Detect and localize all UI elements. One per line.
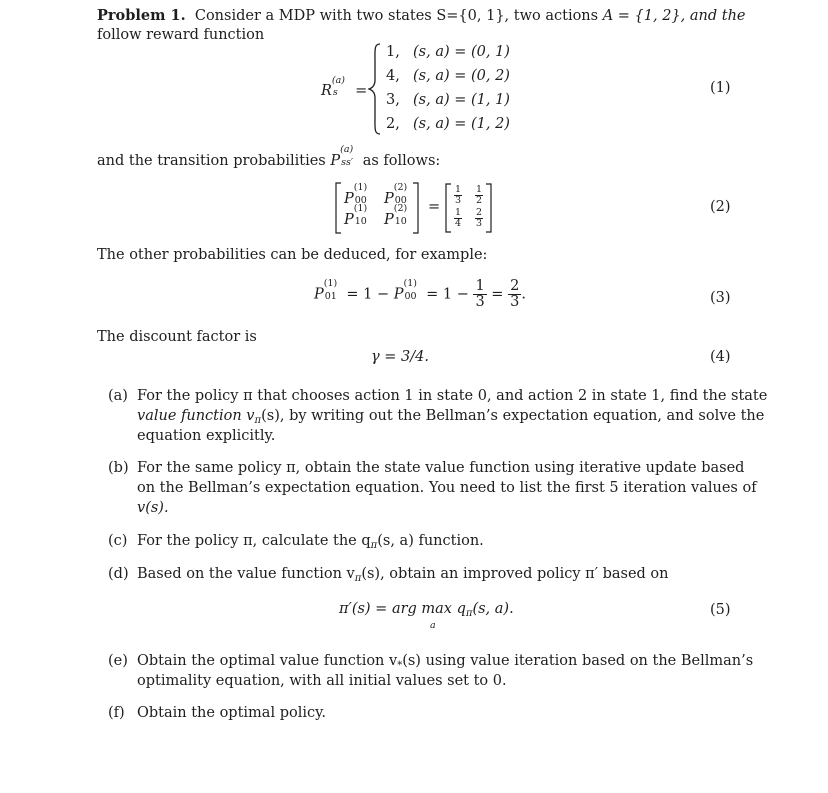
item-e-line2: optimality equation, with all initial values set to 0. <box>137 673 507 689</box>
item-c-text: For the policy π, calculate the $q_\pi(s$, a) function. <box>137 533 484 551</box>
deduce-text: The other probabilities can be deduced, for example: <box>97 247 488 263</box>
eq1-case-cond: (s, a) = (0, 2) <box>413 68 510 84</box>
eq1-case-value: 2, <box>386 116 400 132</box>
eq2-p00-2: P (2) 00 <box>384 182 408 207</box>
eq2-rhs-right-bracket <box>485 183 493 233</box>
eq2-p10-2: P (2) 10 <box>384 203 408 228</box>
item-a-label: (a) <box>108 388 128 404</box>
eq1-case-value: 4, <box>386 68 400 84</box>
item-b-line2: on the Bellman’s expectation equation. You need to list the first 5 iteration values of <box>137 480 757 496</box>
transition-text: and the transition probabilities P (a) ss′ as follows: <box>97 144 441 169</box>
eq3: P (1) 01 = 1 − P (1) 00 = 1 − $\frac{1}{3}$ = $\frac{2}{3}$ . <box>314 277 526 310</box>
item-b-line3: v(s). <box>137 500 169 516</box>
eq1-case-cond: (s, a) = (0, 1) <box>413 44 510 60</box>
eq5-expr: π′(s) = arg $\max q_\pi(s$, a). <box>339 601 514 619</box>
eq1-number: (1) <box>710 80 731 96</box>
eq2-p00-1: P (1) 00 <box>344 182 368 207</box>
item-b-label: (b) <box>108 460 129 476</box>
eq5-number: (5) <box>710 602 731 618</box>
eq1-case-cond: (s, a) = (1, 2) <box>413 116 510 132</box>
eq2-frac-1-2: 1 2 <box>476 184 483 206</box>
eq5-under: a <box>430 620 436 631</box>
item-e-label: (e) <box>108 653 128 669</box>
eq1-case-value: 3, <box>386 92 400 108</box>
problem-intro-text: Consider a MDP with two states S={0, 1}, two actions <box>194 8 599 24</box>
eq2-equals: = <box>428 199 441 215</box>
eq1-left-brace <box>368 42 382 136</box>
eq2-left-bracket <box>334 182 342 234</box>
problem-intro-line1 <box>97 7 746 24</box>
eq2-rhs-left-bracket <box>444 183 452 233</box>
item-a-line2: value function $v_\pi(s)$, by writing out the Bellman’s expectation equation, and solve the <box>137 408 765 426</box>
discount-text: The discount factor is <box>97 329 257 345</box>
eq2-number: (2) <box>710 199 731 215</box>
eq2-right-bracket <box>412 182 420 234</box>
eq2-frac-1-3: 1 3 <box>455 184 462 206</box>
item-d-text: Based on the value function $v_\pi(s)$, obtain an improved policy π′ based on <box>137 566 669 584</box>
eq4-expr: γ = 3/4. <box>371 349 429 365</box>
eq1-case-cond: (s, a) = (1, 1) <box>413 92 510 108</box>
item-a-line1: For the policy π that chooses action 1 in state 0, and action 2 in state 1, find the state <box>137 388 768 404</box>
eq3-number: (3) <box>710 290 731 306</box>
item-f-text: Obtain the optimal policy. <box>137 705 326 721</box>
eq1-lhs: R (a) s = <box>321 75 368 99</box>
eq1-case-value: 1, <box>386 44 400 60</box>
problem-actions: A = {1, 2}, and the <box>602 8 746 24</box>
item-c-label: (c) <box>108 533 128 549</box>
item-d-label: (d) <box>108 566 129 582</box>
eq2-p10-1: P (1) 10 <box>344 203 368 228</box>
problem-intro-line2: follow reward function <box>97 27 265 43</box>
item-a-line3: equation explicitly. <box>137 428 276 444</box>
item-f-label: (f) <box>108 705 125 721</box>
eq2-frac-2-3: 2 3 <box>476 207 483 229</box>
problem-label: Problem 1. <box>97 7 186 24</box>
eq4-number: (4) <box>710 349 731 365</box>
eq2-frac-1-4: 1 4 <box>455 207 462 229</box>
item-b-line1: For the same policy π, obtain the state value function using iterative update based <box>137 460 745 476</box>
item-e-line1: Obtain the optimal value function $v_*(s)$ using value iteration based on the Bellman’s <box>137 653 754 671</box>
